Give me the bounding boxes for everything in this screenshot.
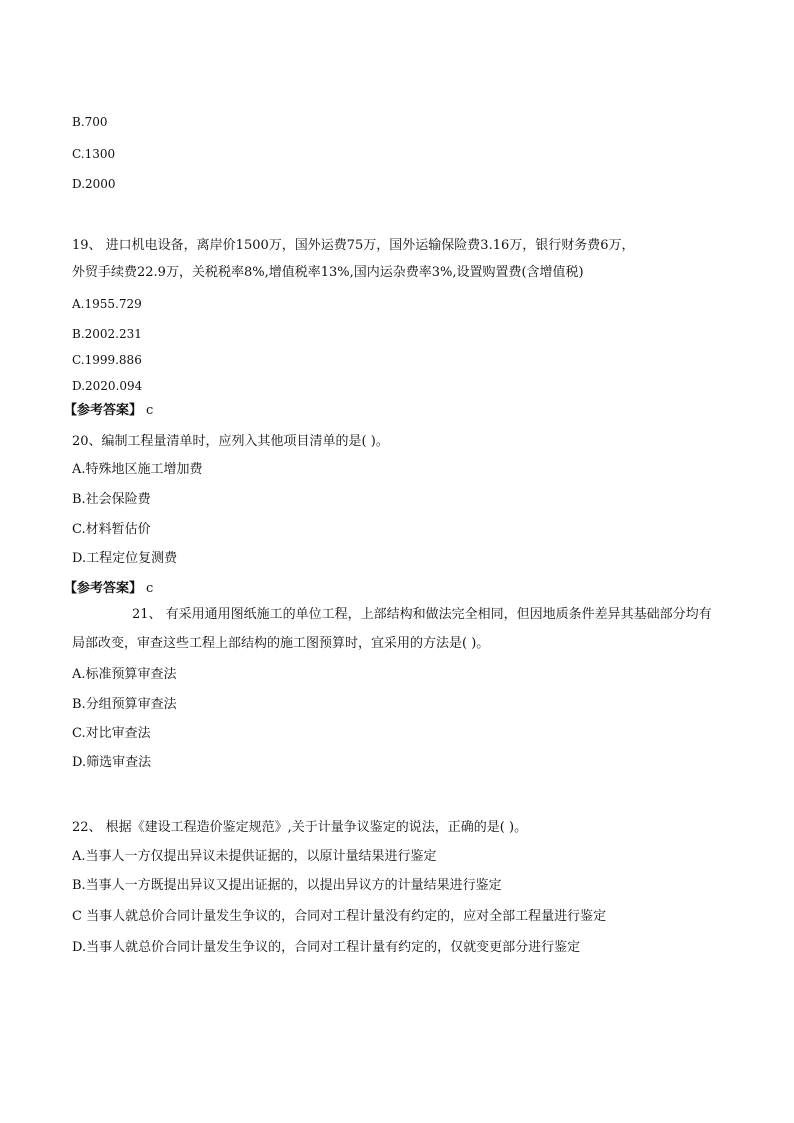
q19-option-a: A.1955.729 (72, 297, 142, 311)
q21-option-a: A.标准预算审查法 (72, 667, 177, 682)
q21-stem-line2: 局部改变，审查这些工程上部结构的施工图预算时，宜采用的方法是( )。 (72, 636, 490, 651)
q20-answer-label: 【参考答案】 (64, 581, 143, 596)
q21-option-d: D.筛选审查法 (72, 755, 152, 770)
q19-stem-line2: 外贸手续费22.9万，关税税率8%,增值税率13%,国内运杂费率3%,设置购置费(含增值税) (72, 265, 584, 280)
q22-option-b: B.当事人一方既提出异议又提出证据的，以提出异议方的计量结果进行鉴定 (72, 878, 502, 893)
q22-option-a: A.当事人一方仅提出异议未提供证据的，以原计量结果进行鉴定 (72, 849, 437, 864)
q20-stem: 20、编制工程量清单时，应列入其他项目清单的是( )。 (72, 434, 389, 449)
q19-option-c: C.1999.886 (72, 353, 142, 367)
q20-option-a: A.特殊地区施工增加费 (72, 462, 203, 477)
q22-option-c: C 当事人就总价合同计量发生争议的，合同对工程计量没有约定的，应对全部工程量进行鉴定 (72, 909, 607, 924)
q20-option-c: C.材料暂估价 (72, 522, 151, 537)
option-c-prev: C.1300 (72, 147, 116, 161)
q19-stem-line1: 19、 进口机电设备，离岸价1500万，国外运费75万，国外运输保险费3.16万，银行财务费6万， (72, 238, 635, 253)
q19-option-b: B.2002.231 (72, 327, 142, 341)
option-d-prev: D.2000 (72, 177, 116, 191)
q20-option-d: D.工程定位复测费 (72, 551, 178, 566)
q21-option-b: B.分组预算审查法 (72, 697, 177, 712)
q22-stem: 22、 根据《建设工程造价鉴定规范》,关于计量争议鉴定的说法，正确的是( )。 (72, 820, 528, 835)
q20-answer-value: c (146, 581, 154, 596)
q19-answer-value: c (146, 403, 154, 418)
q19-answer (64, 403, 153, 419)
q19-option-d: D.2020.094 (72, 379, 143, 393)
q21-option-c: C.对比审查法 (72, 726, 151, 741)
q21-stem-line1: 21、 有采用通用图纸施工的单位工程，上部结构和做法完全相同，但因地质条件差异其基础部分均有 (132, 607, 712, 622)
q19-answer-label: 【参考答案】 (64, 403, 143, 418)
q20-answer (64, 581, 153, 597)
option-b-prev: B.700 (72, 115, 108, 129)
q22-option-d: D.当事人就总价合同计量发生争议的，合同对工程计量有约定的，仅就变更部分进行鉴定 (72, 940, 581, 955)
q20-option-b: B.社会保险费 (72, 492, 151, 507)
